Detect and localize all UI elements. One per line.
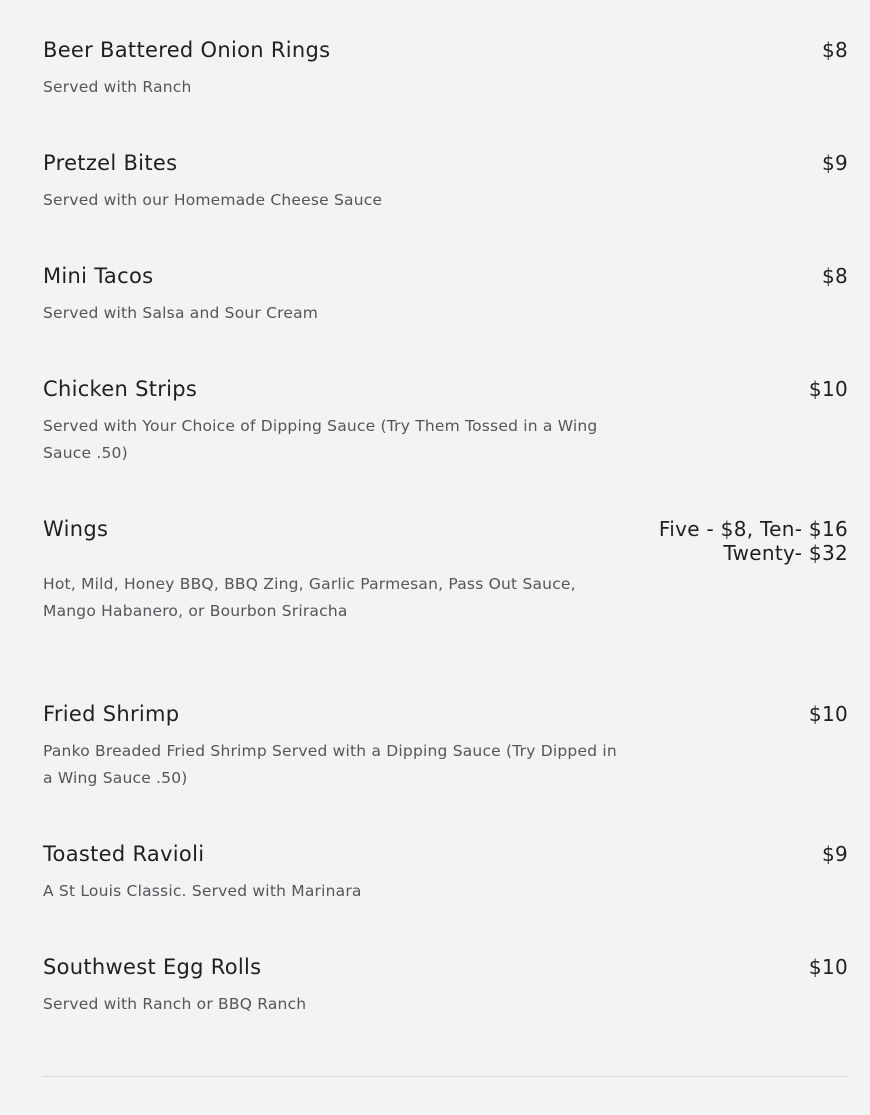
item-name: Fried Shrimp: [43, 702, 180, 726]
item-name: Wings: [43, 517, 109, 541]
item-price: $8: [821, 38, 848, 62]
item-price: $10: [808, 377, 848, 401]
item-description: A St Louis Classic. Served with Marinara: [43, 882, 362, 900]
item-price: Five - $8, Ten- $16 Twenty- $32: [658, 517, 848, 565]
item-name: Mini Tacos: [43, 264, 154, 288]
item-description: Served with Your Choice of Dipping Sauce (Try Them Tossed in a Wing Sauce .50): [43, 417, 598, 462]
item-name: Beer Battered Onion Rings: [43, 38, 331, 62]
item-price: $9: [821, 151, 848, 175]
item-description: Served with Ranch: [43, 78, 192, 96]
item-price: $10: [808, 955, 848, 979]
item-price: $8: [821, 264, 848, 288]
item-name: Southwest Egg Rolls: [43, 955, 262, 979]
item-name: Toasted Ravioli: [43, 842, 205, 866]
section-divider: [43, 1076, 848, 1077]
item-description: Served with Ranch or BBQ Ranch: [43, 995, 307, 1013]
item-price: $9: [821, 842, 848, 866]
item-price: $10: [808, 702, 848, 726]
item-description: Served with our Homemade Cheese Sauce: [43, 191, 383, 209]
item-description: Hot, Mild, Honey BBQ, BBQ Zing, Garlic Parmesan, Pass Out Sauce, Mango Habanero, or Bourbon Sriracha: [43, 575, 576, 620]
item-name: Chicken Strips: [43, 377, 198, 401]
item-description: Served with Salsa and Sour Cream: [43, 304, 319, 322]
item-description: Panko Breaded Fried Shrimp Served with a Dipping Sauce (Try Dipped in a Wing Sauce .50): [43, 742, 617, 787]
item-name: Pretzel Bites: [43, 151, 178, 175]
